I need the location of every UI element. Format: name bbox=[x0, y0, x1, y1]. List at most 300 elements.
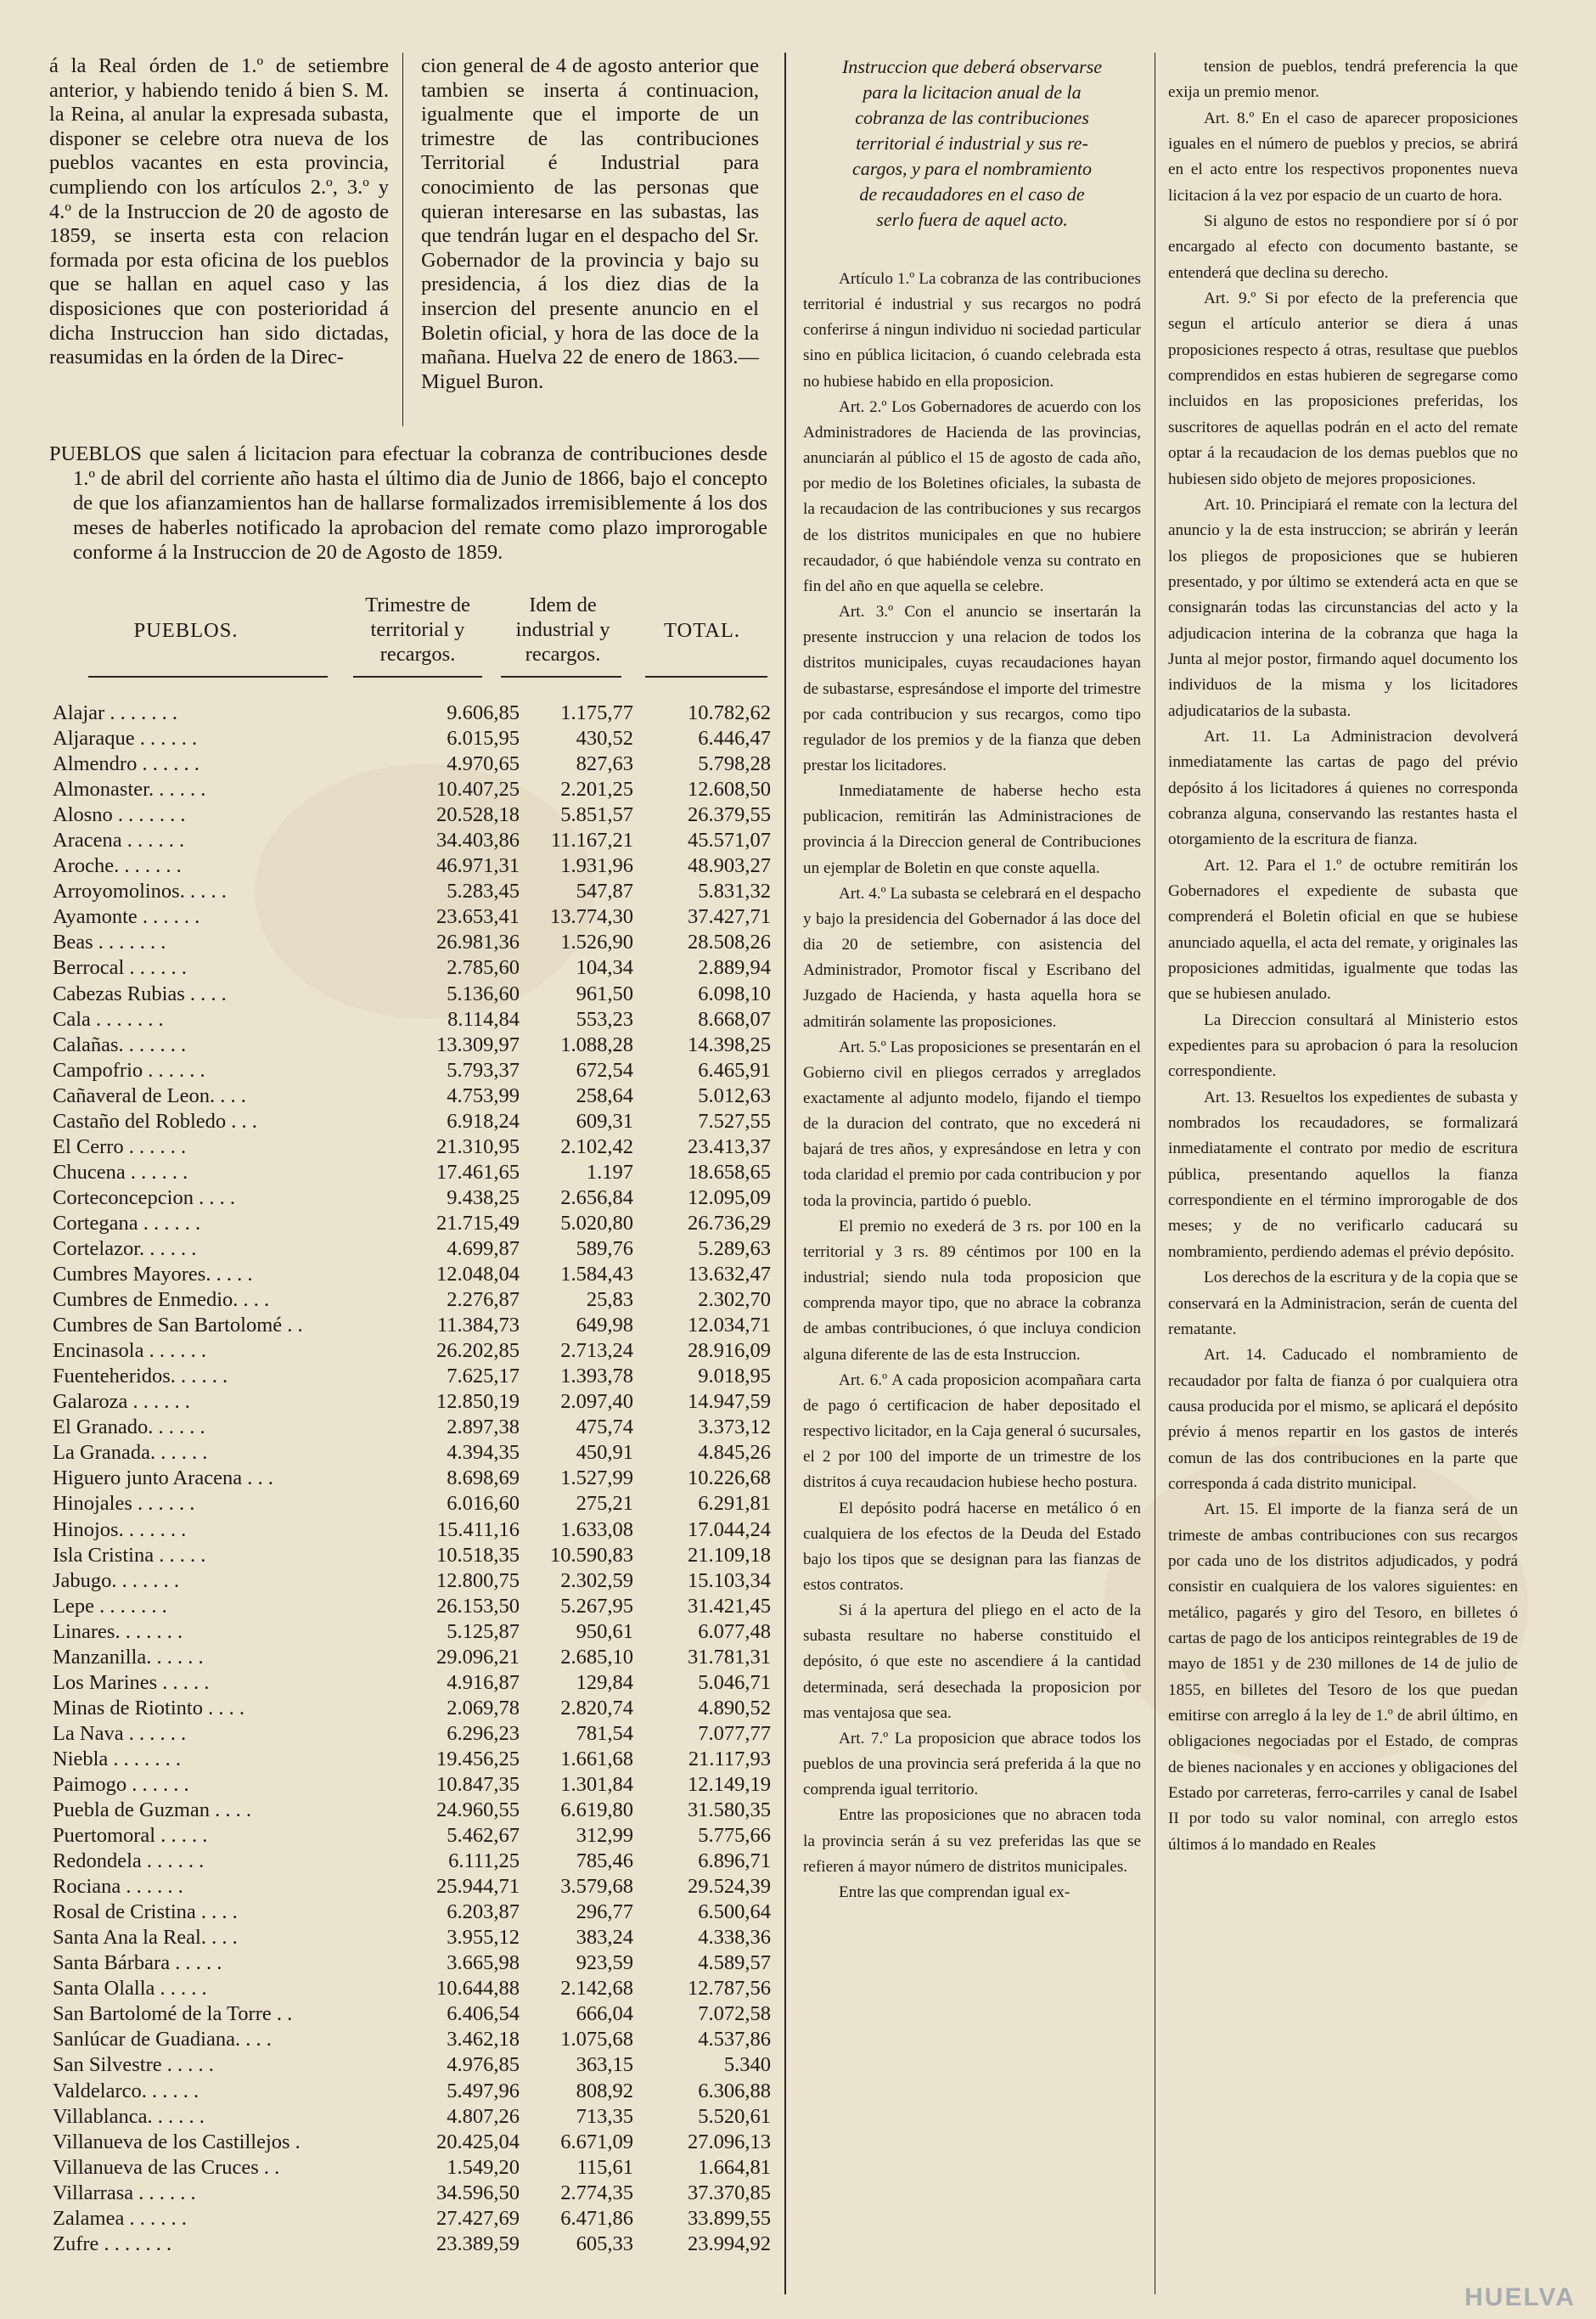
total-value: 14.947,59 bbox=[688, 1390, 771, 1414]
header-rule bbox=[353, 676, 482, 678]
trimestre-value: 3.462,18 bbox=[447, 2028, 520, 2052]
total-value: 5.775,66 bbox=[698, 1824, 771, 1848]
column-rule bbox=[784, 53, 786, 2294]
town-name: Cortelazor. . . . . . bbox=[53, 1236, 197, 1260]
header-rule bbox=[645, 676, 767, 678]
trimestre-value: 10.407,25 bbox=[436, 778, 520, 802]
trimestre-value: 2.276,87 bbox=[447, 1288, 520, 1312]
total-value: 13.632,47 bbox=[688, 1263, 771, 1286]
total-value: 5.520,61 bbox=[698, 2104, 771, 2128]
town-name: Niebla . . . . . . . bbox=[53, 1747, 182, 1770]
town-name: Calañas. . . . . . . bbox=[53, 1033, 187, 1056]
idem-value: 808,92 bbox=[576, 2079, 633, 2102]
column-3-text bbox=[803, 54, 1141, 1905]
town-name: La Nava . . . . . . bbox=[53, 1721, 187, 1745]
article-paragraph: tension de pueblos, tendrá preferencia la que exija un premio menor. bbox=[1168, 58, 1518, 102]
total-value: 10.782,62 bbox=[688, 701, 771, 724]
instruction-title-line: Instruccion que deberá observarse bbox=[841, 56, 1103, 77]
town-name: Villarrasa . . . . . . bbox=[53, 2181, 196, 2204]
table-row bbox=[49, 1185, 771, 1211]
town-name: Hinojos. . . . . . . bbox=[53, 1517, 187, 1541]
idem-value: 6.671,09 bbox=[560, 2130, 633, 2153]
article-paragraph: Art. 12. Para el 1.º de octubre remitirán los Gobernadores el expediente de subasta que comprenderá el Boletin oficial en que se hubiese anunciado aquella, el acta del remate, y originales las proposiciones admitidas, igualmente que todas las que se hubiesen anulado. bbox=[1168, 856, 1518, 1004]
idem-value: 605,33 bbox=[576, 2232, 633, 2255]
column-4-body bbox=[1168, 54, 1518, 1858]
trimestre-value: 20.528,18 bbox=[436, 803, 520, 827]
town-name: Ayamonte . . . . . . bbox=[53, 905, 200, 929]
total-value: 4.890,52 bbox=[698, 1696, 771, 1720]
idem-value: 1.661,68 bbox=[560, 1747, 633, 1770]
trimestre-value: 6.111,25 bbox=[448, 1849, 520, 1873]
trimestre-value: 13.309,97 bbox=[436, 1033, 520, 1056]
table-row bbox=[49, 1543, 771, 1568]
town-name: Cala . . . . . . . bbox=[53, 1007, 164, 1031]
idem-value: 1.527,99 bbox=[560, 1466, 633, 1490]
idem-value: 475,74 bbox=[576, 1416, 633, 1439]
town-name: Castaño del Robledo . . . bbox=[53, 1109, 257, 1133]
table-row bbox=[49, 1594, 771, 1619]
article-paragraph: Si alguno de estos no respondiere por sí ó por encargado al efecto con documento bastante, se entenderá que declina su derecho. bbox=[1168, 212, 1518, 282]
trimestre-value: 5.497,96 bbox=[447, 2079, 520, 2102]
trimestre-value: 9.438,25 bbox=[447, 1185, 520, 1209]
total-value: 12.095,09 bbox=[688, 1185, 771, 1209]
trimestre-value: 2.069,78 bbox=[447, 1696, 520, 1720]
table-row bbox=[49, 955, 771, 981]
instruction-title-line: territorial é industrial y sus re- bbox=[856, 132, 1088, 154]
table-row bbox=[49, 853, 771, 879]
town-name: El Granado. . . . . . bbox=[53, 1416, 205, 1439]
article-paragraph: Art. 3.º Con el anuncio se insertarán la presente instruccion y una relacion de todos los distritos municipales, cuyas recaudaciones hayan de subastarse, espresándose el importe del trimestre por cada contribucion y sus recargos, como tipo regulador de los premios y de la fianza que deben prestar los licitadores. bbox=[803, 603, 1141, 774]
table-row bbox=[49, 982, 771, 1007]
trimestre-value: 34.403,86 bbox=[436, 829, 520, 853]
article-paragraph: Entre las que comprendan igual ex- bbox=[839, 1883, 1071, 1901]
trimestre-value: 12.800,75 bbox=[436, 1568, 520, 1592]
town-name: Santa Ana la Real. . . . bbox=[53, 1926, 238, 1950]
town-name: Paimogo . . . . . . bbox=[53, 1772, 189, 1796]
trimestre-value: 29.096,21 bbox=[436, 1645, 520, 1669]
idem-value: 589,76 bbox=[576, 1236, 633, 1260]
idem-value: 649,98 bbox=[576, 1314, 633, 1337]
table-row bbox=[49, 1670, 771, 1696]
trimestre-value: 26.153,50 bbox=[436, 1594, 520, 1618]
instruction-title-line: de recaudadores en el caso de bbox=[859, 183, 1085, 205]
idem-value: 11.167,21 bbox=[550, 829, 633, 853]
idem-value: 275,21 bbox=[576, 1492, 633, 1516]
header-rule bbox=[501, 676, 621, 678]
total-value: 4.537,86 bbox=[698, 2028, 771, 2052]
total-value: 5.798,28 bbox=[698, 752, 771, 776]
idem-value: 827,63 bbox=[576, 752, 633, 776]
total-value: 3.373,12 bbox=[698, 1416, 771, 1439]
trimestre-value: 9.606,85 bbox=[447, 701, 520, 724]
idem-value: 13.774,30 bbox=[550, 905, 633, 929]
archive-watermark: HUELVA bbox=[1464, 2283, 1576, 2311]
idem-value: 6.619,80 bbox=[560, 1798, 633, 1822]
total-value: 6.465,91 bbox=[698, 1058, 771, 1082]
total-value: 48.903,27 bbox=[688, 854, 771, 878]
trimestre-value: 10.847,35 bbox=[436, 1772, 520, 1796]
trimestre-value: 23.389,59 bbox=[436, 2232, 520, 2255]
idem-value: 1.088,28 bbox=[560, 1033, 633, 1056]
article-paragraph: El depósito podrá hacerse en metálico ó en cualquiera de los efectos de la Deuda del Estado bajo los tipos que se designan para las fianzas de estos contratos. bbox=[803, 1499, 1141, 1594]
trimestre-value: 23.653,41 bbox=[436, 905, 520, 929]
table-row bbox=[49, 879, 771, 904]
town-name: Santa Olalla . . . . . bbox=[53, 1977, 207, 2001]
table-row bbox=[49, 1236, 771, 1262]
idem-value: 950,61 bbox=[576, 1619, 633, 1643]
town-name: Almonaster. . . . . . bbox=[53, 778, 206, 802]
trimestre-value: 8.698,69 bbox=[447, 1466, 520, 1490]
table-row bbox=[49, 1696, 771, 1721]
total-value: 6.306,88 bbox=[698, 2079, 771, 2102]
total-value: 6.446,47 bbox=[698, 727, 771, 751]
idem-value: 450,91 bbox=[576, 1441, 633, 1465]
trimestre-value: 6.918,24 bbox=[447, 1109, 520, 1133]
trimestre-value: 12.850,19 bbox=[436, 1390, 520, 1414]
table-row bbox=[49, 1849, 771, 1874]
article-paragraph: Los derechos de la escritura y de la copia que se conservará en la Administracion, serán de cuenta del rematante. bbox=[1168, 1269, 1518, 1338]
idem-value: 781,54 bbox=[576, 1721, 633, 1745]
total-value: 33.899,55 bbox=[688, 2206, 771, 2230]
instruction-title bbox=[803, 54, 1141, 233]
idem-value: 25,83 bbox=[586, 1288, 633, 1312]
towns-intro-text: PUEBLOS que salen á licitacion para efectuar la cobranza de contribuciones desde 1.º de abril del corriente año hasta el último dia de Junio de 1866, bajo el concepto de que los afianzamientos han de hallarse formalizados irremisiblemente á los dos meses de haberles notificado la aprobacion del remate como plazo improrogable conforme á la Instruccion de 20 de Agosto de 1859. bbox=[49, 442, 767, 564]
article-paragraph: Entre las proposiciones que no abracen toda la provincia serán á su vez preferidas las que se refieren á mayor número de distritos municipales. bbox=[803, 1806, 1141, 1876]
town-name: Almendro . . . . . . bbox=[53, 752, 200, 776]
town-name: Villanueva de las Cruces . . bbox=[53, 2155, 280, 2179]
total-value: 2.302,70 bbox=[698, 1288, 771, 1312]
table-row bbox=[49, 2232, 771, 2257]
idem-value: 1.393,78 bbox=[560, 1365, 633, 1388]
total-value: 7.077,77 bbox=[698, 1721, 771, 1745]
town-name: Cumbres Mayores. . . . . bbox=[53, 1263, 253, 1286]
idem-value: 1.175,77 bbox=[560, 701, 633, 724]
header-trimestre: Trimestre de territorial y recargos. bbox=[365, 594, 470, 666]
column-1-text bbox=[49, 54, 389, 370]
town-name: La Granada. . . . . . bbox=[53, 1441, 208, 1465]
town-name: Villanueva de los Castillejos . bbox=[53, 2130, 301, 2153]
table-row bbox=[49, 1491, 771, 1517]
town-name: Santa Bárbara . . . . . bbox=[53, 1951, 222, 1975]
table-row bbox=[49, 1007, 771, 1033]
instruction-title-line: para la licitacion anual de la bbox=[863, 82, 1082, 103]
total-value: 26.379,55 bbox=[688, 803, 771, 827]
idem-value: 1.584,43 bbox=[560, 1263, 633, 1286]
town-name: San Silvestre . . . . . bbox=[53, 2053, 214, 2077]
article-paragraph: La Direccion consultará al Ministerio estos expedientes para su aprobacion ó para la resolucion correspondiente. bbox=[1168, 1010, 1518, 1081]
idem-value: 2.713,24 bbox=[560, 1339, 633, 1363]
idem-value: 430,52 bbox=[576, 727, 633, 751]
total-value: 7.072,58 bbox=[698, 2002, 771, 2026]
idem-value: 2.656,84 bbox=[560, 1185, 633, 1209]
table-row bbox=[49, 1058, 771, 1084]
town-name: Higuero junto Aracena . . . bbox=[53, 1466, 273, 1490]
trimestre-value: 26.981,36 bbox=[436, 931, 520, 954]
table-row bbox=[49, 1925, 771, 1950]
table-row bbox=[49, 2130, 771, 2155]
town-name: Aracena . . . . . . bbox=[53, 829, 185, 853]
town-name: Corteconcepcion . . . . bbox=[53, 1185, 235, 1209]
total-value: 31.580,35 bbox=[688, 1798, 771, 1822]
table-row bbox=[49, 1389, 771, 1415]
town-name: Cabezas Rubias . . . . bbox=[53, 982, 227, 1005]
total-value: 5.046,71 bbox=[698, 1670, 771, 1694]
town-name: Lepe . . . . . . . bbox=[53, 1594, 167, 1618]
town-name: Valdelarco. . . . . . bbox=[53, 2079, 200, 2102]
idem-value: 1.931,96 bbox=[560, 854, 633, 878]
town-name: Campofrio . . . . . . bbox=[53, 1058, 205, 1082]
total-value: 10.226,68 bbox=[688, 1466, 771, 1490]
total-value: 31.781,31 bbox=[688, 1645, 771, 1669]
town-name: Puebla de Guzman . . . . bbox=[53, 1798, 252, 1822]
trimestre-value: 4.699,87 bbox=[447, 1236, 520, 1260]
town-name: Minas de Riotinto . . . . bbox=[53, 1696, 244, 1720]
instruction-title-line: cobranza de las contribuciones bbox=[855, 107, 1089, 128]
total-value: 26.736,29 bbox=[688, 1211, 771, 1235]
total-value: 23.994,92 bbox=[688, 2232, 771, 2255]
table-row bbox=[49, 751, 771, 777]
town-name: Aroche. . . . . . . bbox=[53, 854, 182, 878]
column-4-text bbox=[1168, 54, 1518, 1858]
town-name: San Bartolomé de la Torre . . bbox=[53, 2002, 293, 2026]
table-row bbox=[49, 1747, 771, 1772]
idem-value: 2.097,40 bbox=[560, 1390, 633, 1414]
table-row bbox=[49, 1568, 771, 1594]
table-row bbox=[49, 1772, 771, 1798]
article-paragraph: Art. 5.º Las proposiciones se presentarán en el Gobierno civil en pliegos cerrados y arreglados exactamente al adjunto modelo, fijando el tiempo de la duracion del contrato, que no excederá ni bajará de tres años, y expresándose en letra y con toda claridad el premio por cada contribucion y por toda la provincia, partido ó pueblo. bbox=[803, 1038, 1141, 1210]
total-value: 4.845,26 bbox=[698, 1441, 771, 1465]
total-value: 6.077,48 bbox=[698, 1619, 771, 1643]
table-row bbox=[49, 1313, 771, 1338]
town-name: Cumbres de San Bartolomé . . bbox=[53, 1314, 303, 1337]
total-value: 31.421,45 bbox=[688, 1594, 771, 1618]
article-paragraph: Artículo 1.º La cobranza de las contribuciones territorial é industrial y sus recargos no podrá conferirse á ningun individuo ni sociedad particular sino en pública licitacion, ó cuando celebrada esta no hubiese habido en ella proposicion. bbox=[803, 270, 1141, 391]
idem-value: 2.102,42 bbox=[560, 1134, 633, 1158]
town-name: Jabugo. . . . . . . bbox=[53, 1568, 180, 1592]
trimestre-value: 1.549,20 bbox=[447, 2155, 520, 2179]
idem-value: 553,23 bbox=[576, 1007, 633, 1031]
idem-value: 2.142,68 bbox=[560, 1977, 633, 2001]
article-paragraph: El premio no exederá de 3 rs. por 100 en la territorial y 3 rs. 89 céntimos por 100 en la industrial; siendo nula toda proposicion que comprenda mayor tipo, que no abrace la cobranza de ambas contribuciones, ó que incluya condicion alguna diferente de las de esta Instruccion. bbox=[803, 1217, 1141, 1364]
article-paragraph: Inmediatamente de haberse hecho esta publicacion, remitirán las Administraciones de provincia á la Direccion general de Contribuciones un ejemplar de Boletin en que conste aquella. bbox=[803, 782, 1141, 877]
town-name: Rosal de Cristina . . . . bbox=[53, 1900, 238, 1924]
table-row bbox=[49, 1645, 771, 1670]
total-value: 23.413,37 bbox=[688, 1134, 771, 1158]
table-row bbox=[49, 828, 771, 853]
table-row bbox=[49, 1211, 771, 1236]
idem-value: 609,31 bbox=[576, 1109, 633, 1133]
town-name: El Cerro . . . . . . bbox=[53, 1134, 187, 1158]
trimestre-value: 5.283,45 bbox=[447, 880, 520, 903]
table-row bbox=[49, 1798, 771, 1823]
trimestre-value: 5.136,60 bbox=[447, 982, 520, 1005]
total-value: 12.787,56 bbox=[688, 1977, 771, 2001]
table-row bbox=[49, 777, 771, 802]
table-row bbox=[49, 1084, 771, 1109]
total-value: 12.034,71 bbox=[688, 1314, 771, 1337]
town-name: Sanlúcar de Guadiana. . . . bbox=[53, 2028, 272, 2052]
trimestre-value: 7.625,17 bbox=[447, 1365, 520, 1388]
article-paragraph: Si á la apertura del pliego en el acto de la subasta resultare no haberse constituido el depósito, ó que este no ascendiere á la cantidad determinada, será desechada la proposicion por mas ventajosa que sea. bbox=[803, 1601, 1141, 1722]
trimestre-value: 4.807,26 bbox=[447, 2104, 520, 2128]
trimestre-value: 6.203,87 bbox=[447, 1900, 520, 1924]
trimestre-value: 17.461,65 bbox=[436, 1160, 520, 1184]
total-value: 28.916,09 bbox=[688, 1339, 771, 1363]
trimestre-value: 4.976,85 bbox=[447, 2053, 520, 2077]
column-3-body bbox=[803, 267, 1141, 1905]
town-name: Aljaraque . . . . . . bbox=[53, 727, 198, 751]
trimestre-value: 10.518,35 bbox=[436, 1543, 520, 1567]
table-row bbox=[49, 1874, 771, 1900]
article-paragraph: Art. 7.º La proposicion que abrace todos los pueblos de una provincia será preferida á la que no comprenda igual territorio. bbox=[803, 1729, 1141, 1799]
trimestre-value: 6.406,54 bbox=[447, 2002, 520, 2026]
idem-value: 2.774,35 bbox=[560, 2181, 633, 2204]
idem-value: 104,34 bbox=[576, 956, 633, 980]
trimestre-value: 15.411,16 bbox=[436, 1517, 520, 1541]
town-name: Chucena . . . . . . bbox=[53, 1160, 188, 1184]
article-paragraph: Art. 11. La Administracion devolverá inmediatamente las cartas de pago del prévio depósito á los licitadores á quienes no corresponda cobranza alguna, conservando las restantes hasta el otorgamiento de la escritura de fianza. bbox=[1168, 727, 1518, 849]
town-name: Zufre . . . . . . . bbox=[53, 2232, 172, 2255]
article-paragraph: Art. 8.º En el caso de aparecer proposiciones iguales en el número de pueblos y precios, se abrirá en el acto entre los respectivos proponentes nueva licitacion á la vez por espacio de un cuarto de hora. bbox=[1168, 109, 1518, 205]
table-row bbox=[49, 1109, 771, 1134]
trimestre-value: 26.202,85 bbox=[436, 1339, 520, 1363]
header-rule bbox=[88, 676, 328, 678]
town-name: Cumbres de Enmedio. . . . bbox=[53, 1288, 270, 1312]
table-row bbox=[49, 726, 771, 751]
trimestre-value: 10.644,88 bbox=[436, 1977, 520, 2001]
instruction-title-line: serlo fuera de aquel acto. bbox=[876, 209, 1068, 230]
trimestre-value: 5.793,37 bbox=[447, 1058, 520, 1082]
header-pueblos: PUEBLOS. bbox=[133, 619, 239, 642]
town-name: Rociana . . . . . . bbox=[53, 1875, 183, 1899]
idem-value: 129,84 bbox=[576, 1670, 633, 1694]
table-row bbox=[49, 2104, 771, 2130]
idem-value: 258,64 bbox=[576, 1084, 633, 1107]
table-row bbox=[49, 1262, 771, 1287]
total-value: 12.608,50 bbox=[688, 778, 771, 802]
article-paragraph: Art. 2.º Los Gobernadores de acuerdo con los Administradores de Hacienda de las provincias, anunciarán al público el 15 de agosto de cada año, por medio de los Boletines oficiales, la subasta de la recaudacion de las contribuciones y sus recargos de los distritos municipales en que no hubiere recaudador, ó que habiéndole venza su contrato en fin del año en que aquella se celebre. bbox=[803, 397, 1141, 595]
trimestre-value: 27.427,69 bbox=[436, 2206, 520, 2230]
trimestre-value: 6.016,60 bbox=[447, 1492, 520, 1516]
town-name: Hinojales . . . . . . bbox=[53, 1492, 195, 1516]
instruction-title-line: cargos, y para el nombramiento bbox=[851, 158, 1093, 179]
total-value: 29.524,39 bbox=[688, 1875, 771, 1899]
total-value: 2.889,94 bbox=[698, 956, 771, 980]
table-row bbox=[49, 2079, 771, 2104]
table-row bbox=[49, 930, 771, 955]
idem-value: 713,35 bbox=[576, 2104, 633, 2128]
column-2-text bbox=[421, 54, 759, 394]
total-value: 18.658,65 bbox=[688, 1160, 771, 1184]
total-value: 5.831,32 bbox=[698, 880, 771, 903]
town-name: Arroyomolinos. . . . . bbox=[53, 880, 227, 903]
total-value: 5.289,63 bbox=[698, 1236, 771, 1260]
idem-value: 547,87 bbox=[576, 880, 633, 903]
idem-value: 1.301,84 bbox=[560, 1772, 633, 1796]
trimestre-value: 2.897,38 bbox=[447, 1416, 520, 1439]
town-name: Puertomoral . . . . . bbox=[53, 1824, 208, 1848]
total-value: 14.398,25 bbox=[688, 1033, 771, 1056]
table-row bbox=[49, 701, 771, 726]
trimestre-value: 46.971,31 bbox=[436, 854, 520, 878]
table-row bbox=[49, 2206, 771, 2232]
total-value: 17.044,24 bbox=[688, 1517, 771, 1541]
trimestre-value: 19.456,25 bbox=[436, 1747, 520, 1770]
town-name: Linares. . . . . . . bbox=[53, 1619, 183, 1643]
idem-value: 6.471,86 bbox=[560, 2206, 633, 2230]
trimestre-value: 4.753,99 bbox=[447, 1084, 520, 1107]
idem-value: 312,99 bbox=[576, 1824, 633, 1848]
trimestre-value: 4.970,65 bbox=[447, 752, 520, 776]
header-idem: Idem de industrial y recargos. bbox=[515, 594, 610, 666]
column-1-paragraph: á la Real órden de 1.º de setiembre anterior, y habiendo tenido á bien S. M. la Reina, al anular la expresada subasta, disponer se celebre otra nueva de los pueblos vacantes en esta provincia, cumpliendo con los artículos 2.º, 3.º y 4.º de la Instruccion de 20 de agosto de 1859, se inserta esta con relacion formada por esta oficina de los pueblos que se hallan en aquel caso y las disposiciones que con posterioridad á dicha Instruccion han sido dictadas, reasumidas en la órden de la Direc- bbox=[49, 54, 389, 369]
idem-value: 10.590,83 bbox=[550, 1543, 633, 1567]
table-row bbox=[49, 1721, 771, 1747]
article-paragraph: Art. 4.º La subasta se celebrará en el despacho y bajo la presidencia del Gobernador á las doce del dia 20 de setiembre, con asistencia del Administrador, Promotor fiscal y Escribano del Juzgado de Hacienda, y hasta aquella hora se admitirán solamente las proposiciones. bbox=[803, 884, 1141, 1031]
table-row bbox=[49, 1466, 771, 1491]
total-value: 6.896,71 bbox=[698, 1849, 771, 1873]
total-value: 6.098,10 bbox=[698, 982, 771, 1005]
trimestre-value: 5.462,67 bbox=[447, 1824, 520, 1848]
total-value: 8.668,07 bbox=[698, 1007, 771, 1031]
article-paragraph: Art. 6.º A cada proposicion acompañara carta de pago ó certificacion de haber depositado el respectivo licitador, en la Caja general ó sucursales, el 2 por 100 del importe de un trimestre de los distritos á cuya recaudacion hubiese hecho postura. bbox=[803, 1371, 1141, 1492]
trimestre-value: 20.425,04 bbox=[436, 2130, 520, 2153]
town-name: Redondela . . . . . . bbox=[53, 1849, 205, 1873]
table-row bbox=[49, 904, 771, 930]
trimestre-value: 4.394,35 bbox=[447, 1441, 520, 1465]
town-name: Villablanca. . . . . . bbox=[53, 2104, 205, 2128]
trimestre-value: 3.955,12 bbox=[447, 1926, 520, 1950]
table-row bbox=[49, 1823, 771, 1849]
idem-value: 1.075,68 bbox=[560, 2028, 633, 2052]
table-row bbox=[49, 2181, 771, 2206]
total-value: 1.664,81 bbox=[698, 2155, 771, 2179]
town-name: Berrocal . . . . . . bbox=[53, 956, 187, 980]
idem-value: 1.633,08 bbox=[560, 1517, 633, 1541]
table-row bbox=[49, 2052, 771, 2078]
town-name: Cortegana . . . . . . bbox=[53, 1211, 201, 1235]
idem-value: 1.197 bbox=[586, 1160, 633, 1184]
idem-value: 5.851,57 bbox=[560, 803, 633, 827]
table-row bbox=[49, 802, 771, 828]
table-row bbox=[49, 1950, 771, 1976]
table-row bbox=[49, 1415, 771, 1440]
trimestre-value: 4.916,87 bbox=[447, 1670, 520, 1694]
trimestre-value: 25.944,71 bbox=[436, 1875, 520, 1899]
trimestre-value: 34.596,50 bbox=[436, 2181, 520, 2204]
town-name: Galaroza . . . . . . bbox=[53, 1390, 190, 1414]
town-name: Alajar . . . . . . . bbox=[53, 701, 177, 724]
idem-value: 923,59 bbox=[576, 1951, 633, 1975]
total-value: 12.149,19 bbox=[688, 1772, 771, 1796]
total-value: 37.427,71 bbox=[688, 905, 771, 929]
town-name: Beas . . . . . . . bbox=[53, 931, 166, 954]
table-row bbox=[49, 2001, 771, 2027]
total-value: 5.012,63 bbox=[698, 1084, 771, 1107]
trimestre-value: 8.114,84 bbox=[447, 1007, 520, 1031]
idem-value: 2.201,25 bbox=[560, 778, 633, 802]
table-row bbox=[49, 1976, 771, 2001]
article-paragraph: Art. 15. El importe de la fianza será de un trimeste de ambas contribuciones con sus recargos por cada uno de los distritos adjudicados, y podrá consistir en cualquiera de los valores siguientes: en metálico, pagarés y giro del Tesoro, en billetes ó cartas de pago de los anticipos reintegrables de 19 de mayo de 1851 y de 230 millones de 14 de julio de 1855, en billetes del Tesoro de los que puedan emitirse con arreglo á la ley de 1.º de abril último, en obligaciones negociadas por el Estado, de compras de bienes nacionales y en acciones y obligaciones del Estado por carreteras, ferro-carriles y canal de Isabel II por todo su valor nominal, con arreglo estos últimos á lo mandado en Reales bbox=[1168, 1500, 1518, 1854]
town-name: Zalamea . . . . . . bbox=[53, 2206, 187, 2230]
trimestre-value: 3.665,98 bbox=[447, 1951, 520, 1975]
towns-table bbox=[49, 701, 771, 2257]
table-row bbox=[49, 1619, 771, 1645]
idem-value: 666,04 bbox=[576, 2002, 633, 2026]
trimestre-value: 6.296,23 bbox=[447, 1721, 520, 1745]
table-row bbox=[49, 1517, 771, 1543]
trimestre-value: 2.785,60 bbox=[447, 956, 520, 980]
